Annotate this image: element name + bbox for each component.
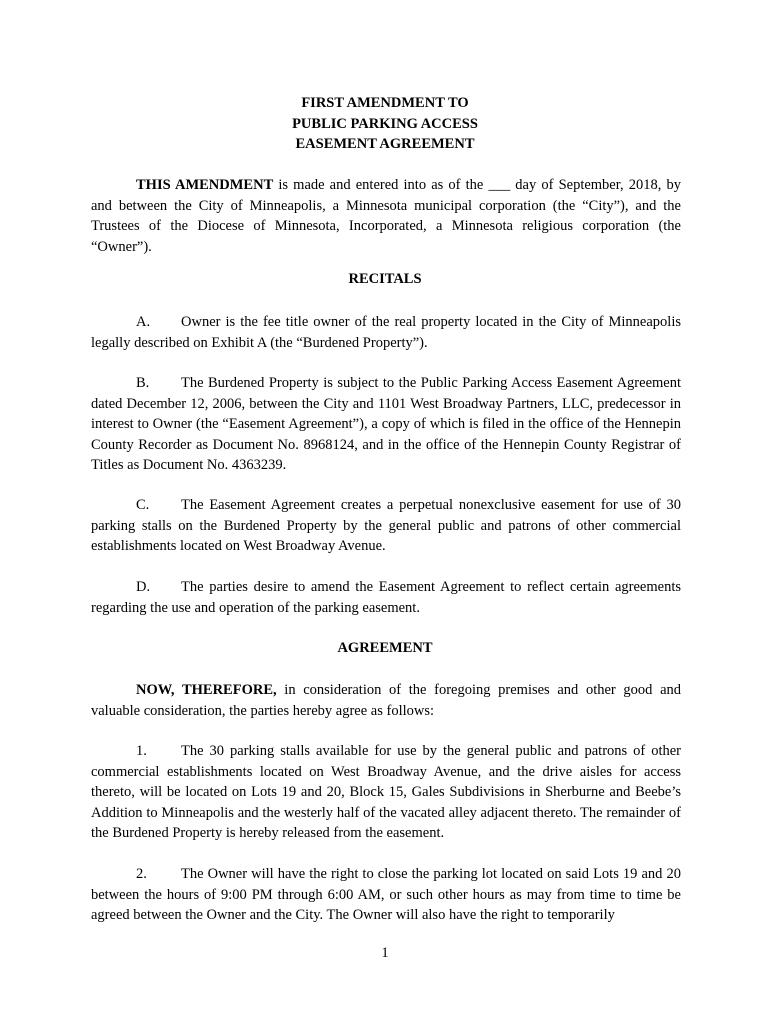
agreement-item-1-label: 1. <box>136 743 147 759</box>
recital-b-text: The Burdened Property is subject to the Public Parking Access Easement Agreement dated December 12, 2006, between the City and 1101 West Broadway Partners, LLC, predecessor in interest to Owner (the “Easement Agreement”), a copy of which is filed in the office of the Hennepin County Recorder as Document No. 8968124, and in the office of the Hennepin County Registrar of Titles as Document No. 4363239. <box>91 375 681 474</box>
intro-lead: THIS AMENDMENT <box>136 177 274 193</box>
document-title <box>0 93 770 155</box>
recital-b-label: B. <box>136 375 150 391</box>
intro-paragraph <box>91 175 681 257</box>
page-number: 1 <box>381 945 389 961</box>
agreement-intro <box>91 680 681 721</box>
recital-c-text: The Easement Agreement creates a perpetual nonexclusive easement for use of 30 parking stalls on the Burdened Property by the general public and patrons of other commercial establishments located on West Broadway Avenue. <box>91 497 681 555</box>
recital-d-text: The parties desire to amend the Easement Agreement to reflect certain agreements regarding the use and operation of the parking easement. <box>91 579 681 616</box>
agreement-lead: NOW, THEREFORE, <box>136 682 277 698</box>
recital-a-text: Owner is the fee title owner of the real property located in the City of Minneapolis legally described on Exhibit A (the “Burdened Property”). <box>91 314 681 351</box>
recital-b <box>91 373 681 476</box>
agreement-item-2 <box>91 864 681 926</box>
title-line-1: FIRST AMENDMENT TO <box>301 95 469 111</box>
title-line-3: EASEMENT AGREEMENT <box>295 136 475 152</box>
recital-a-label: A. <box>136 314 151 330</box>
recital-d <box>91 577 681 618</box>
agreement-item-2-label: 2. <box>136 866 147 882</box>
agreement-item-1-text: The 30 parking stalls available for use by the general public and patrons of other commercial establishments located on West Broadway Avenue, and the drive aisles for access thereto, will be located on Lots 19 and 20, Block 15, Gales Subdivisions in Sherburne and Beebe’s Addition to Minneapolis and the westerly half of the vacated alley adjacent thereto. The remainder of the Burdened Property is hereby released from the easement. <box>91 743 681 842</box>
recital-a <box>91 312 681 353</box>
recital-c <box>91 495 681 557</box>
agreement-intro-text: in consideration of the foregoing premises and other good and valuable consideration, the parties hereby agree as follows: <box>91 682 682 719</box>
recitals-heading: RECITALS <box>348 271 422 287</box>
agreement-item-1 <box>91 741 681 844</box>
agreement-heading: AGREEMENT <box>337 640 433 656</box>
recital-d-label: D. <box>136 579 151 595</box>
title-line-2: PUBLIC PARKING ACCESS <box>292 115 478 132</box>
agreement-item-2-text: The Owner will have the right to close the parking lot located on said Lots 19 and 20 between the hours of 9:00 PM through 6:00 AM, or such other hours as may from time to time be agreed between the Owner and the City. The Owner will also have the right to temporarily <box>91 866 681 924</box>
intro-text: is made and entered into as of the ___ day of September, 2018, by and between the City of Minneapolis, a Minnesota municipal corporation (the “City”), and the Trustees of the Diocese of Minnesota, Incorporated, a Minnesota religious corporation (the “Owner”). <box>91 177 681 255</box>
recital-c-label: C. <box>136 497 150 513</box>
